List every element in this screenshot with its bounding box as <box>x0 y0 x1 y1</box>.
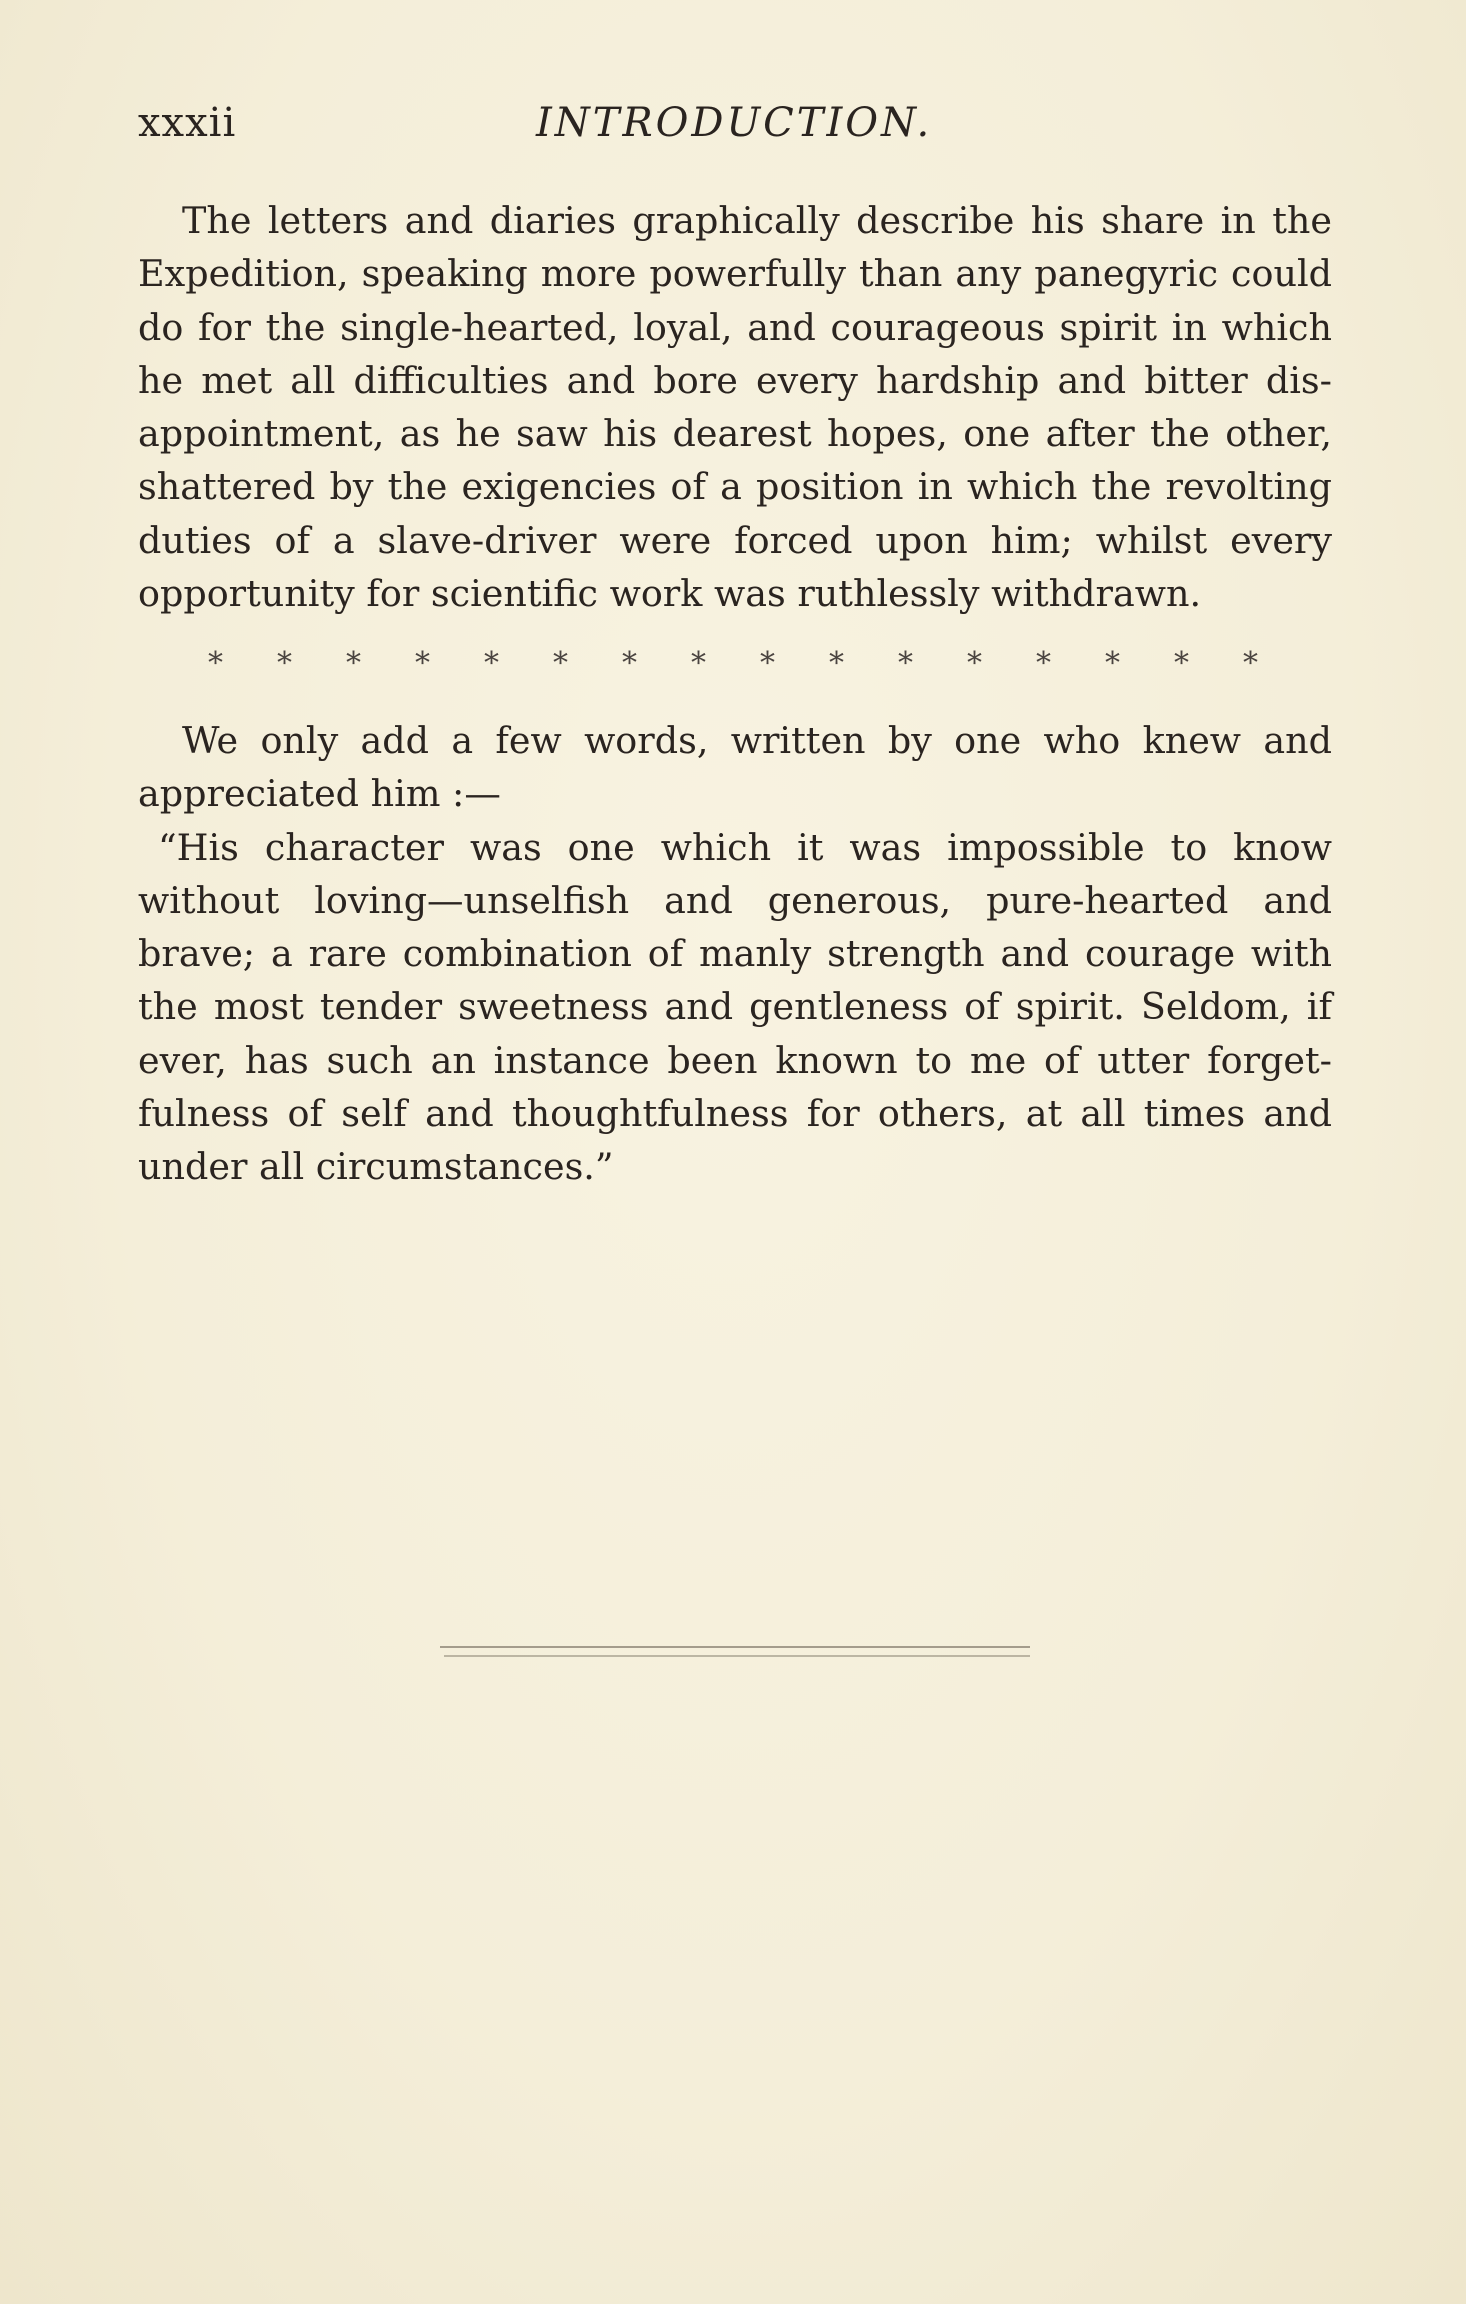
asterisk: * <box>622 646 637 681</box>
asterisk: * <box>967 646 982 681</box>
asterisk: * <box>1105 646 1120 681</box>
paragraph-character-quote: “His character was one which it was impossible to know without loving—unselfish and generous, pure-hearted and brave; a rare combination of manly strength and courage with the most tender sweetness and gentleness of spirit. Seldom, if ever, has such an instance been known to me of utter forget-fulness of self and thoughtfulness for others, at all times and under all circumstances.” <box>138 825 1332 1189</box>
asterisk: * <box>484 646 499 681</box>
asterisk: * <box>346 646 361 681</box>
asterisk: * <box>898 646 913 681</box>
asterisk: * <box>691 646 706 681</box>
end-rule <box>440 1646 1030 1648</box>
paragraph-intro-quote: We only add a few words, written by one who knew and appreciated him :— <box>138 719 1332 816</box>
asterisk: * <box>208 646 223 681</box>
asterisk: * <box>277 646 292 681</box>
end-rule-secondary <box>444 1655 1030 1657</box>
page-number: xxxii <box>138 100 237 146</box>
asterisk: * <box>553 646 568 681</box>
asterisk: * <box>1174 646 1189 681</box>
asterisk: * <box>1243 646 1258 681</box>
page-header <box>138 100 1328 160</box>
asterisk: * <box>760 646 775 681</box>
paragraph-letters-and-diaries: The letters and diaries graphically describe his share in the Expedition, speaking more powerfully than any panegyric could do for the single-hearted, loyal, and courageous spirit in which he met all difficulties and bore every hardship and bitter dis-appointment, as he saw his dearest hopes, one after the other, shattered by the exigencies of a position in which the revolting duties of a slave-driver were forced upon him; whilst every opportunity for scientific work was ruthlessly withdrawn. <box>138 199 1332 616</box>
asterisk-divider <box>208 646 1258 681</box>
asterisk: * <box>829 646 844 681</box>
asterisk: * <box>1036 646 1051 681</box>
asterisk: * <box>415 646 430 681</box>
text-block-tribute <box>138 714 1332 1194</box>
text-block-main <box>138 194 1332 620</box>
running-head: INTRODUCTION. <box>536 100 933 146</box>
